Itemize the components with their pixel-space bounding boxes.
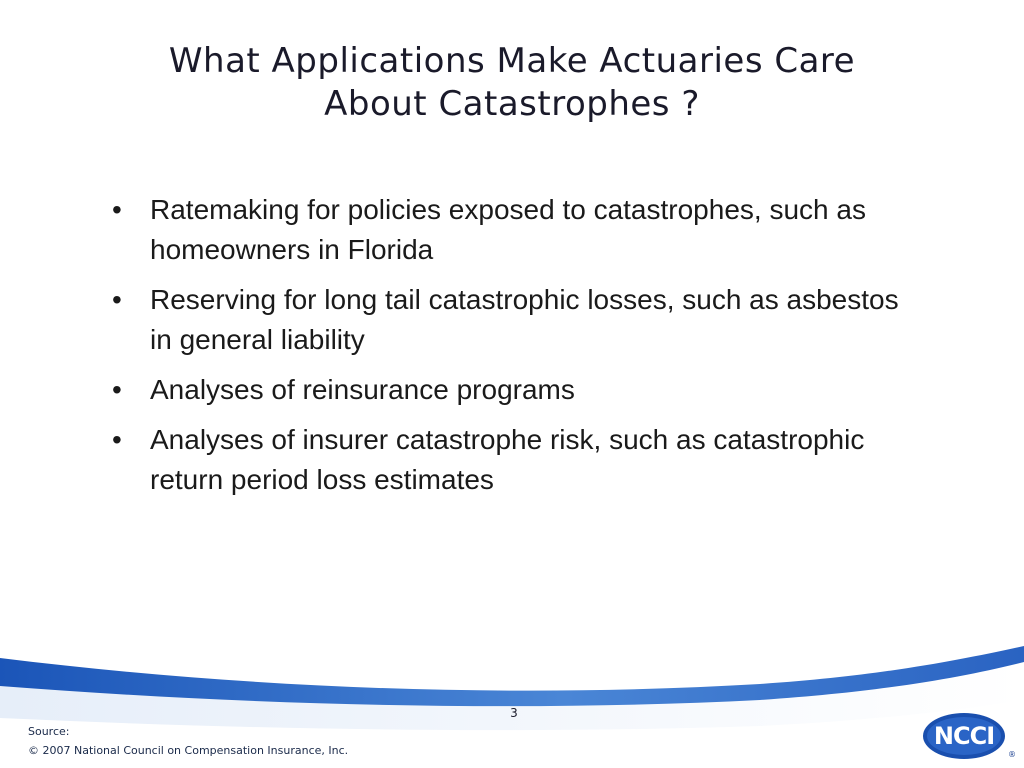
bullet-text: Ratemaking for policies exposed to catastrophes, such as homeowners in Florida [150, 194, 866, 265]
slide-title [60, 40, 964, 126]
page-number: 3 [510, 706, 518, 720]
bullet-icon: • [112, 424, 122, 455]
ncci-logo [922, 712, 1018, 762]
bullet-text: Analyses of reinsurance programs [150, 374, 575, 405]
bullet-text: Reserving for long tail catastrophic losses, such as asbestos in general liability [150, 284, 899, 355]
bullet-item-reinsurance [112, 370, 912, 410]
slide-title-line-1: What Applications Make Actuaries Care [168, 41, 856, 81]
registered-mark: ® [1008, 750, 1016, 759]
bullet-text: Analyses of insurer catastrophe risk, such as catastrophic return period loss estimates [150, 424, 865, 495]
bullet-icon: • [112, 374, 122, 405]
bullet-item-reserving [112, 280, 912, 360]
bullet-icon: • [112, 284, 122, 315]
copyright-notice: © 2007 National Council on Compensation Insurance, Inc. [28, 744, 349, 757]
source-label: Source: [28, 725, 70, 738]
bullet-item-ratemaking [112, 190, 912, 270]
logo-wordmark: NCCI [933, 722, 995, 750]
bullet-list [112, 190, 912, 510]
slide-title-line-2: About Catastrophes ? [324, 84, 700, 124]
bullet-item-catastrophe-risk [112, 420, 912, 500]
bullet-icon: • [112, 194, 122, 225]
